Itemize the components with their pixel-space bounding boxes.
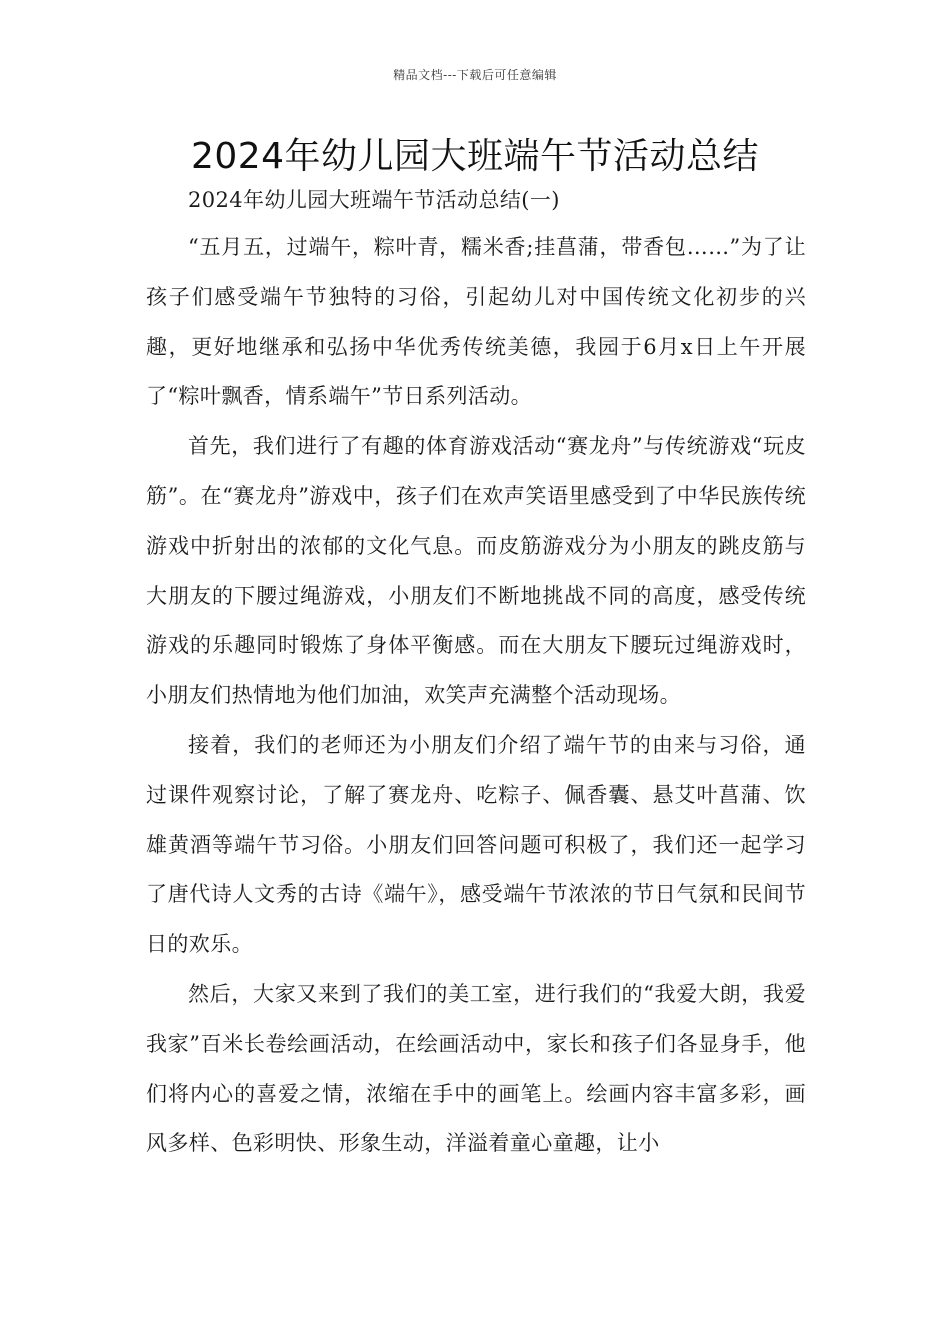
document-subtitle: 2024年幼儿园大班端午节活动总结(一) (188, 188, 560, 212)
paragraph: “五月五，过端午，粽叶青，糯米香;挂菖蒲，带香包……”为了让孩子们感受端午节独特的习俗，引起幼儿对中国传统文化初步的兴趣，更好地继承和弘扬中华优秀传统美德，我园于6月x日上午开展了“粽叶飘香，情系端午”节日系列活动。 (146, 235, 806, 409)
document-title: 2024年幼儿园大班端午节活动总结 (190, 136, 760, 177)
paragraph: 接着，我们的老师还为小朋友们介绍了端午节的由来与习俗，通过课件观察讨论，了解了赛龙舟、吃粽子、佩香囊、悬艾叶菖蒲、饮雄黄酒等端午节习俗。小朋友们回答问题可积极了，我们还一起学习了唐代诗人文秀的古诗《端午》，感受端午节浓浓的节日气氛和民间节日的欢乐。 (146, 732, 806, 957)
paragraph: 然后，大家又来到了我们的美工室，进行我们的“我爱大朗，我爱我家”百米长卷绘画活动，在绘画活动中，家长和孩子们各显身手，他们将内心的喜爱之情，浓缩在手中的画笔上。绘画内容丰富多彩，画风多样、色彩明快、形象生动，洋溢着童心童趣，让小 (146, 981, 806, 1156)
header-note: 精品文档---下载后可任意编辑 (393, 68, 557, 82)
paragraph: 首先，我们进行了有趣的体育游戏活动“赛龙舟”与传统游戏“玩皮筋”。在“赛龙舟”游戏中，孩子们在欢声笑语里感受到了中华民族传统游戏中折射出的浓郁的文化气息。而皮筋游戏分为小朋友的跳皮筋与大朋友的下腰过绳游戏，小朋友们不断地挑战不同的高度，感受传统游戏的乐趣同时锻炼了身体平衡感。而在大朋友下腰玩过绳游戏时，小朋友们热情地为他们加油，欢笑声充满整个活动现场。 (146, 434, 806, 708)
document-body (146, 183, 806, 1169)
